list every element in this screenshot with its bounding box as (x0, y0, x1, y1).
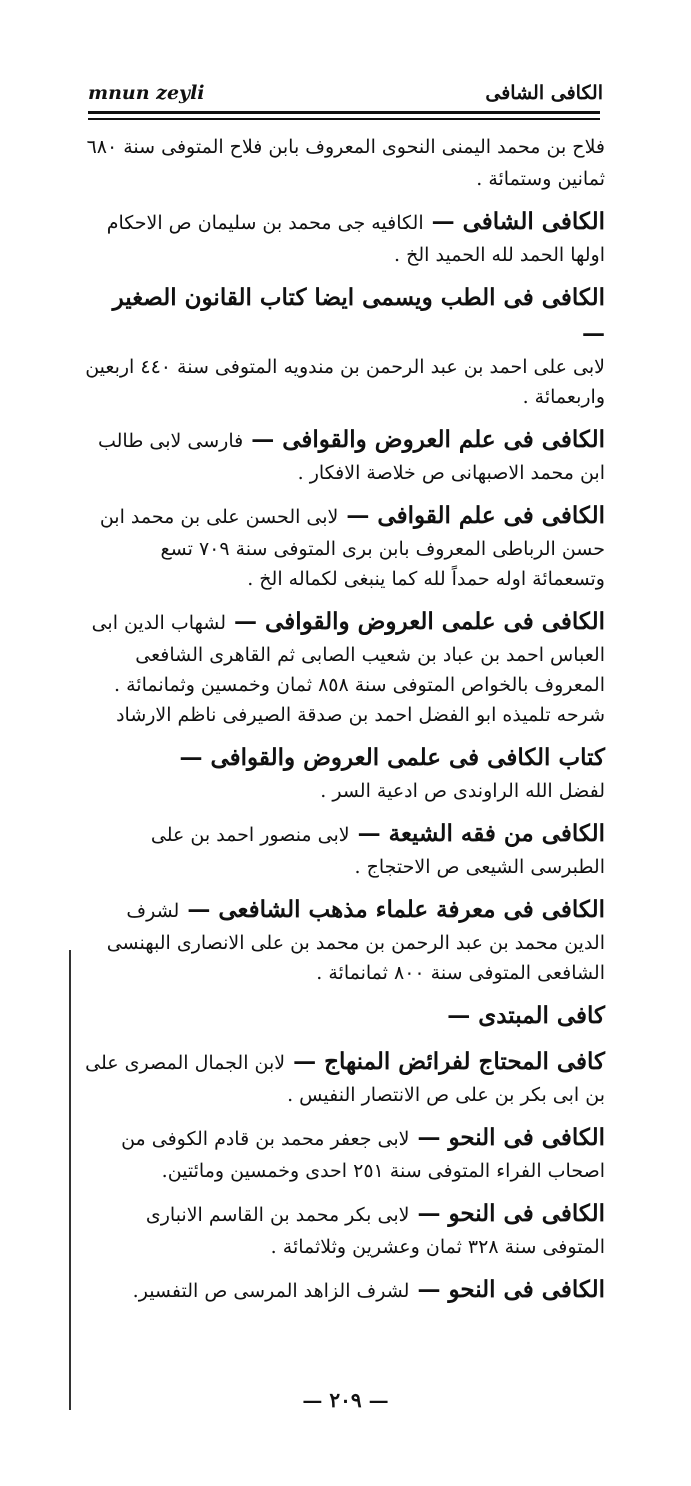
entry-title: الكافى فى علم العروض والقوافى — (243, 426, 605, 453)
entry (85, 816, 605, 882)
running-header-left: mnun zeyli (88, 82, 205, 104)
entry (85, 740, 605, 806)
entry (85, 204, 605, 270)
entry-desc: فارسى لابى طالب ابن محمد الاصبهانى ص خلاصة الافكار . (97, 430, 605, 484)
entry (85, 1120, 605, 1186)
entry-desc: لابى على احمد بن عبد الرحمن بن مندويه المتوفى سنة ٤٤٠ اربعين واربعمائة . (85, 356, 605, 408)
entry-desc: لابى الحسن على بن محمد ابن حسن الرباطى المعروف بابن برى المتوفى سنة ٧٠٩ تسع وتسعمائة اوله حمداً لله كما ينبغى لكماله الخ . (99, 506, 605, 590)
entry-desc: لابى جعفر محمد بن قادم الكوفى من اصحاب الفراء المتوفى سنة ٢٥١ احدى وخمسين ومائتين. (121, 1128, 605, 1182)
entry (85, 422, 605, 488)
entry (85, 498, 605, 594)
entry (85, 892, 605, 988)
header-rule-thin (88, 118, 600, 120)
entry (85, 998, 605, 1034)
entries-body (85, 128, 605, 1308)
entry (85, 128, 605, 194)
entry-desc: لفضل الله الراوندى ص ادعية السر . (320, 780, 605, 802)
entry-desc: لشرف الزاهد المرسى ص التفسير. (132, 1280, 410, 1302)
entry-title: الكافى فى النحو — (409, 1124, 605, 1151)
margin-line (69, 950, 71, 1410)
entry-desc: فلاح بن محمد اليمنى النحوى المعروف بابن فلاح المتوفى سنة ٦٨٠ ثمانين وستمائة . (86, 136, 605, 190)
entry-title: الكافى الشافى — (423, 208, 605, 235)
entry-title: الكافى فى النحو — (409, 1276, 605, 1303)
entry-desc: لابى منصور احمد بن على الطبرسى الشيعى ص الاحتجاج . (150, 824, 605, 878)
running-header-right: الكافى الشافى (485, 82, 603, 104)
entry (85, 1044, 605, 1110)
entry-title: الكافى فى الطب ويسمى ايضا كتاب القانون الصغير — (112, 284, 605, 347)
header-rule (88, 111, 600, 114)
entry (85, 1272, 605, 1308)
entry-desc: لابى بكر محمد بن القاسم الانبارى المتوفى سنة ٣٢٨ ثمان وعشرين وثلاثمائة . (145, 1204, 605, 1258)
entry-title: الكافى من فقه الشيعة — (349, 820, 605, 847)
entry-desc: الكافيه جى محمد بن سليمان ص الاحكام اولها الحمد لله الحميد الخ . (106, 212, 605, 266)
entry (85, 1196, 605, 1262)
page-number: — ٢٠٩ — (302, 1388, 389, 1412)
entry-desc: لشهاب الدين ابى العباس احمد بن عباد بن شعيب الصابى ثم القاهرى الشافعى المعروف بالخواص المتوفى سنة ٨٥٨ ثمان وخمسين وثمانمائة . شرحه تلميذه ابو الفضل احمد بن صدقة الصيرفى ناظم الارشاد (91, 612, 605, 726)
entry-title: الكافى فى النحو — (409, 1200, 605, 1227)
entry-desc: لابن الجمال المصرى على بن ابى بكر بن على ص الانتصار النفيس . (85, 1052, 605, 1106)
entry-title: كافى المبتدى — (447, 1002, 605, 1029)
entry (85, 604, 605, 730)
entry-title: الكافى فى علم القوافى — (338, 502, 605, 529)
entry-title: الكافى فى علمى العروض والقوافى — (226, 608, 605, 635)
entry-desc: لشرف الدين محمد بن عبد الرحمن بن محمد بن على الانصارى البهنسى الشافعى المتوفى سنة ٨٠٠ ثمانمائة . (106, 900, 605, 984)
entry-title: كتاب الكافى فى علمى العروض والقوافى — (179, 744, 605, 771)
entry-title: الكافى فى معرفة علماء مذهب الشافعى — (179, 896, 605, 923)
entry (85, 280, 605, 412)
entry-title: كافى المحتاج لفرائض المنهاج — (285, 1048, 605, 1075)
